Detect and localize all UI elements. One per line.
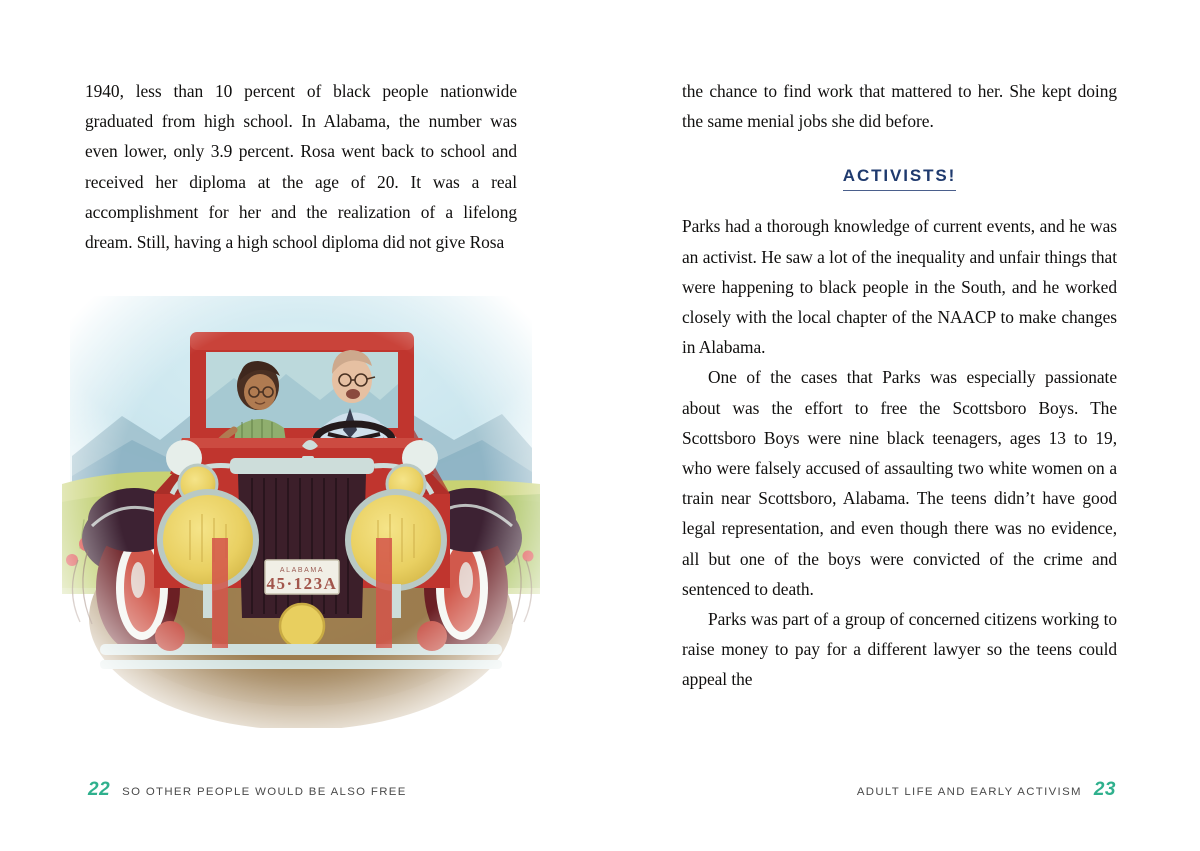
right-page-footer [857, 779, 1116, 801]
section-heading [682, 166, 1117, 191]
car-illustration [62, 288, 540, 728]
left-page-footer [88, 779, 407, 801]
left-page-text-column [85, 76, 517, 257]
paragraph: One of the cases that Parks was especially passionate about was the effort to free the Scottsboro Boys. The Scottsboro Boys were nine black teenagers, ages 13 to 19, who were falsely accused of assaulting two white women on a train near Scottsboro, Alabama. The teens didn’t have good legal representation, and even though there was no evidence, all but one of the boys were convicted of the crime and sentenced to death. [682, 367, 1117, 599]
paragraph: the chance to find work that mattered to her. She kept doing the same menial jobs she did before. [682, 81, 1117, 132]
running-head: SO OTHER PEOPLE WOULD BE ALSO FREE [122, 786, 407, 798]
paragraph: 1940, less than 10 percent of black people nationwide graduated from high school. In Alabama, the number was even lower, only 3.9 percent. Rosa went back to school and received her diploma at the age of 20. It was a real accomplishment for her and the realization of a lifelong dream. Still, having a high school diploma did not give Rosa [85, 81, 517, 253]
page-number: 22 [88, 779, 111, 800]
right-page-text-column [682, 76, 1117, 695]
right-page [600, 0, 1200, 851]
running-head: ADULT LIFE AND EARLY ACTIVISM [856, 786, 1082, 798]
section-heading-label: ACTIVISTS! [843, 166, 956, 191]
paragraph: Parks had a thorough knowledge of current events, and he was an activist. He saw a lot of the inequality and unfair things that were happening to black people in the South, and he worked closely with the local chapter of the NAACP to make changes in Alabama. [682, 216, 1117, 358]
page-number: 23 [1093, 779, 1116, 800]
paragraph: Parks was part of a group of concerned citizens working to raise money to pay for a different lawyer so the teens could appeal the [682, 609, 1117, 690]
